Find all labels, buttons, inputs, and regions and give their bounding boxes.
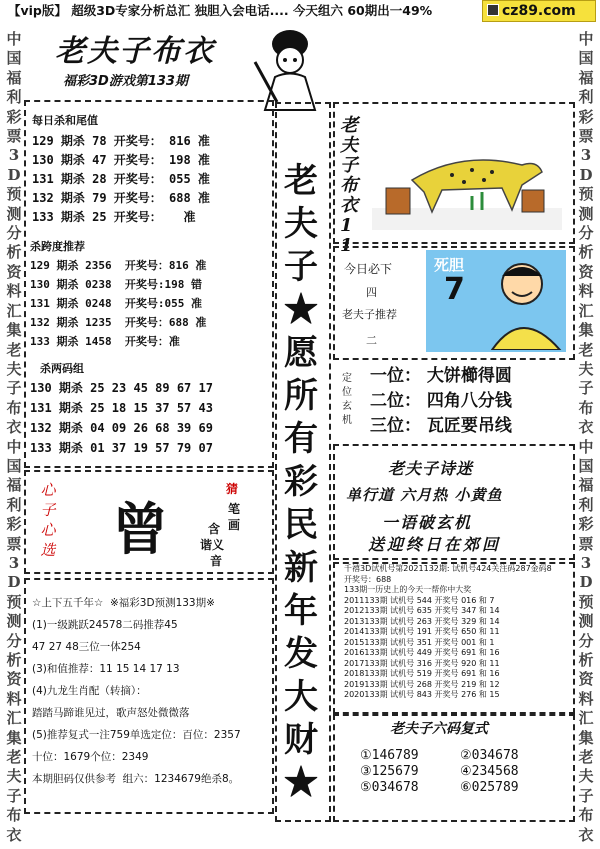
kill-title: 每日杀和尾值: [32, 114, 98, 127]
poem-line: 单行道 六月热 小黄鱼: [346, 486, 503, 504]
center-banner: 老夫子★愿所有彩民新年发大财★: [284, 161, 318, 803]
span-row: 133 期杀 1458 开奖号：准: [30, 335, 180, 348]
riddle-hint: 含: [208, 522, 221, 536]
span-row: 132 期杀 1235 开奖号：688 准: [30, 316, 207, 329]
history-row: 2019133期 试机号 268 开奖号 219 和 12: [344, 679, 500, 689]
history-row: 2011133期 试机号 544 开奖号 016 和 7: [344, 595, 495, 605]
six-code-item: ⑤034678: [360, 780, 419, 795]
position-list: [370, 364, 512, 439]
side-column-right: 中国福利彩票3D预测分析资料汇集老夫子布衣中国福利彩票3D预测分析资料汇集老夫子布衣: [578, 30, 594, 844]
dead-number: 7: [444, 272, 465, 307]
top-banner: [0, 0, 600, 22]
kill-list: [32, 132, 210, 227]
riddle-right: [200, 478, 260, 568]
position-key: 二位：: [370, 391, 421, 411]
riddle-hint: 画: [228, 518, 241, 532]
position-value: 大饼櫛得圆: [426, 366, 512, 386]
history-head: 133期一历史上的今天一帮你中大奖: [344, 585, 472, 594]
span-list: [30, 256, 206, 351]
history-row: 2013133期 试机号 263 开奖号 329 和 14: [344, 616, 500, 626]
riddle-hint: 笔: [228, 502, 241, 516]
position-value: 瓦匠要吊线: [426, 416, 512, 436]
pair-row: 131 期杀 25 18 15 37 57 43: [30, 401, 213, 415]
prediction-list: [32, 592, 268, 790]
issue-title: 福彩3D游戏第133期: [63, 74, 188, 89]
poem-line: 送迎终日在郊回: [368, 535, 502, 554]
six-code-list: [360, 748, 560, 796]
page-title: 老夫子布衣: [55, 34, 215, 69]
kill-row: 133 期杀 25 开奖号： 准: [32, 210, 196, 224]
cartoon-panel: [426, 250, 566, 352]
six-code-item: ①146789: [360, 748, 419, 763]
prediction-line: (4)九龙生肖配（转摘）：: [32, 685, 147, 697]
kill-row: 130 期杀 47 开奖号： 198 准: [32, 153, 210, 167]
riddle-hint: 谐义: [200, 538, 225, 552]
today-label: 今日必下: [344, 262, 393, 276]
prediction-line: 十位：1679个位：2349: [32, 751, 149, 763]
prediction-line: 本期胆码仅供参考 组六：1234679绝杀8。: [32, 773, 240, 785]
position-key: 三位：: [370, 416, 421, 436]
pair-row: 130 期杀 25 23 45 89 67 17: [30, 381, 213, 395]
banner-text: 【vip版】 超级3D专家分析总汇 独胆入会电话.... 今天组六 60期出一49%: [8, 3, 433, 18]
history-row: 2016133期 试机号 449 开奖号 691 和 16: [344, 648, 500, 657]
leopard-scene-icon: [372, 130, 562, 230]
kill-row: 129 期杀 78 开奖号： 816 准: [32, 134, 210, 148]
riddle-hint: 音: [210, 554, 223, 568]
prediction-line: 47 27 48三位一体254: [32, 641, 141, 653]
kill-row: 131 期杀 28 开奖号： 055 准: [32, 172, 210, 186]
recommend-label: 老夫子推荐: [342, 308, 397, 321]
recommend-value: 二: [366, 334, 377, 347]
six-code-item: ②034678: [460, 748, 519, 763]
history-list: [344, 564, 552, 701]
position-side: 定位玄机: [342, 373, 352, 426]
watermark: [482, 0, 596, 22]
cartoon-man-icon: [482, 256, 564, 350]
span-row: 130 期杀 0238 开奖号:198 错: [30, 278, 202, 291]
right-caption: 老夫子布衣11: [340, 115, 358, 256]
span-row: 131 期杀 0248 开奖号:055 准: [30, 297, 202, 310]
span-title: 杀跨度推荐: [30, 240, 85, 253]
prediction-line: (5)推荐复式一注759单选定位：百位：2357: [32, 729, 241, 741]
prediction-line: ☆上下五千年☆ ※福彩3D预测133期※: [32, 597, 215, 609]
site-logo-icon: [487, 4, 499, 16]
six-code-title: 老夫子六码复式: [390, 721, 488, 737]
pair-row: 133 期杀 01 37 19 57 79 07: [30, 441, 213, 455]
side-column-left: 中国福利彩票3D预测分析资料汇集老夫子布衣中国福利彩票3D预测分析资料汇集老夫子布衣: [6, 30, 22, 844]
poem-title: 老夫子诗迷: [388, 459, 474, 478]
prediction-line: 踏踏马蹄谁见过，歌声怒处微微落: [32, 707, 190, 719]
history-row: 2020133期 试机号 843 开奖号 276 和 15: [344, 690, 500, 699]
history-row: 2015133期 试机号 351 开奖号 001 和 1: [344, 637, 495, 647]
six-code-item: ④234568: [460, 764, 519, 779]
cartoon-man-icon: [235, 22, 335, 112]
history-row: 2012133期 试机号 635 开奖号 347 和 14: [344, 606, 500, 615]
riddle-center: 曾: [112, 497, 168, 563]
pair-list: [30, 378, 213, 458]
position-key: 一位：: [370, 366, 421, 386]
pair-title: 杀两码组: [40, 362, 84, 375]
prediction-line: (1)一级跳跃24578二码推荐45: [32, 619, 178, 631]
span-row: 129 期杀 2356 开奖号：816 准: [30, 259, 207, 272]
poem-line: 一语破玄机: [382, 513, 473, 532]
history-row: 2014133期 试机号 191 开奖号 650 和 11: [344, 627, 500, 636]
kill-row: 132 期杀 79 开奖号： 688 准: [32, 191, 210, 205]
history-row: 2017133期 试机号 316 开奖号 920 和 11: [344, 658, 500, 668]
pair-row: 132 期杀 04 09 26 68 39 69: [30, 421, 213, 435]
history-head: 千禧3D试机号第2021132期: 试机号424关注码287金码8: [344, 564, 552, 573]
today-value: 四: [366, 286, 377, 299]
riddle-left: 心子心选: [40, 481, 56, 559]
history-row: 2018133期 试机号 519 开奖号 691 和 16: [344, 669, 500, 678]
riddle-hint: 猜: [226, 482, 239, 496]
dead-tag: 死胆: [434, 256, 465, 274]
prediction-line: (3)和值推荐：11 15 14 17 13: [32, 663, 180, 675]
history-head: 开奖号：688: [344, 574, 392, 584]
six-code-item: ③125679: [360, 764, 419, 779]
position-value: 四角八分钱: [426, 391, 512, 411]
watermark-text: cz89.com: [502, 3, 576, 19]
six-code-item: ⑥025789: [460, 780, 519, 795]
